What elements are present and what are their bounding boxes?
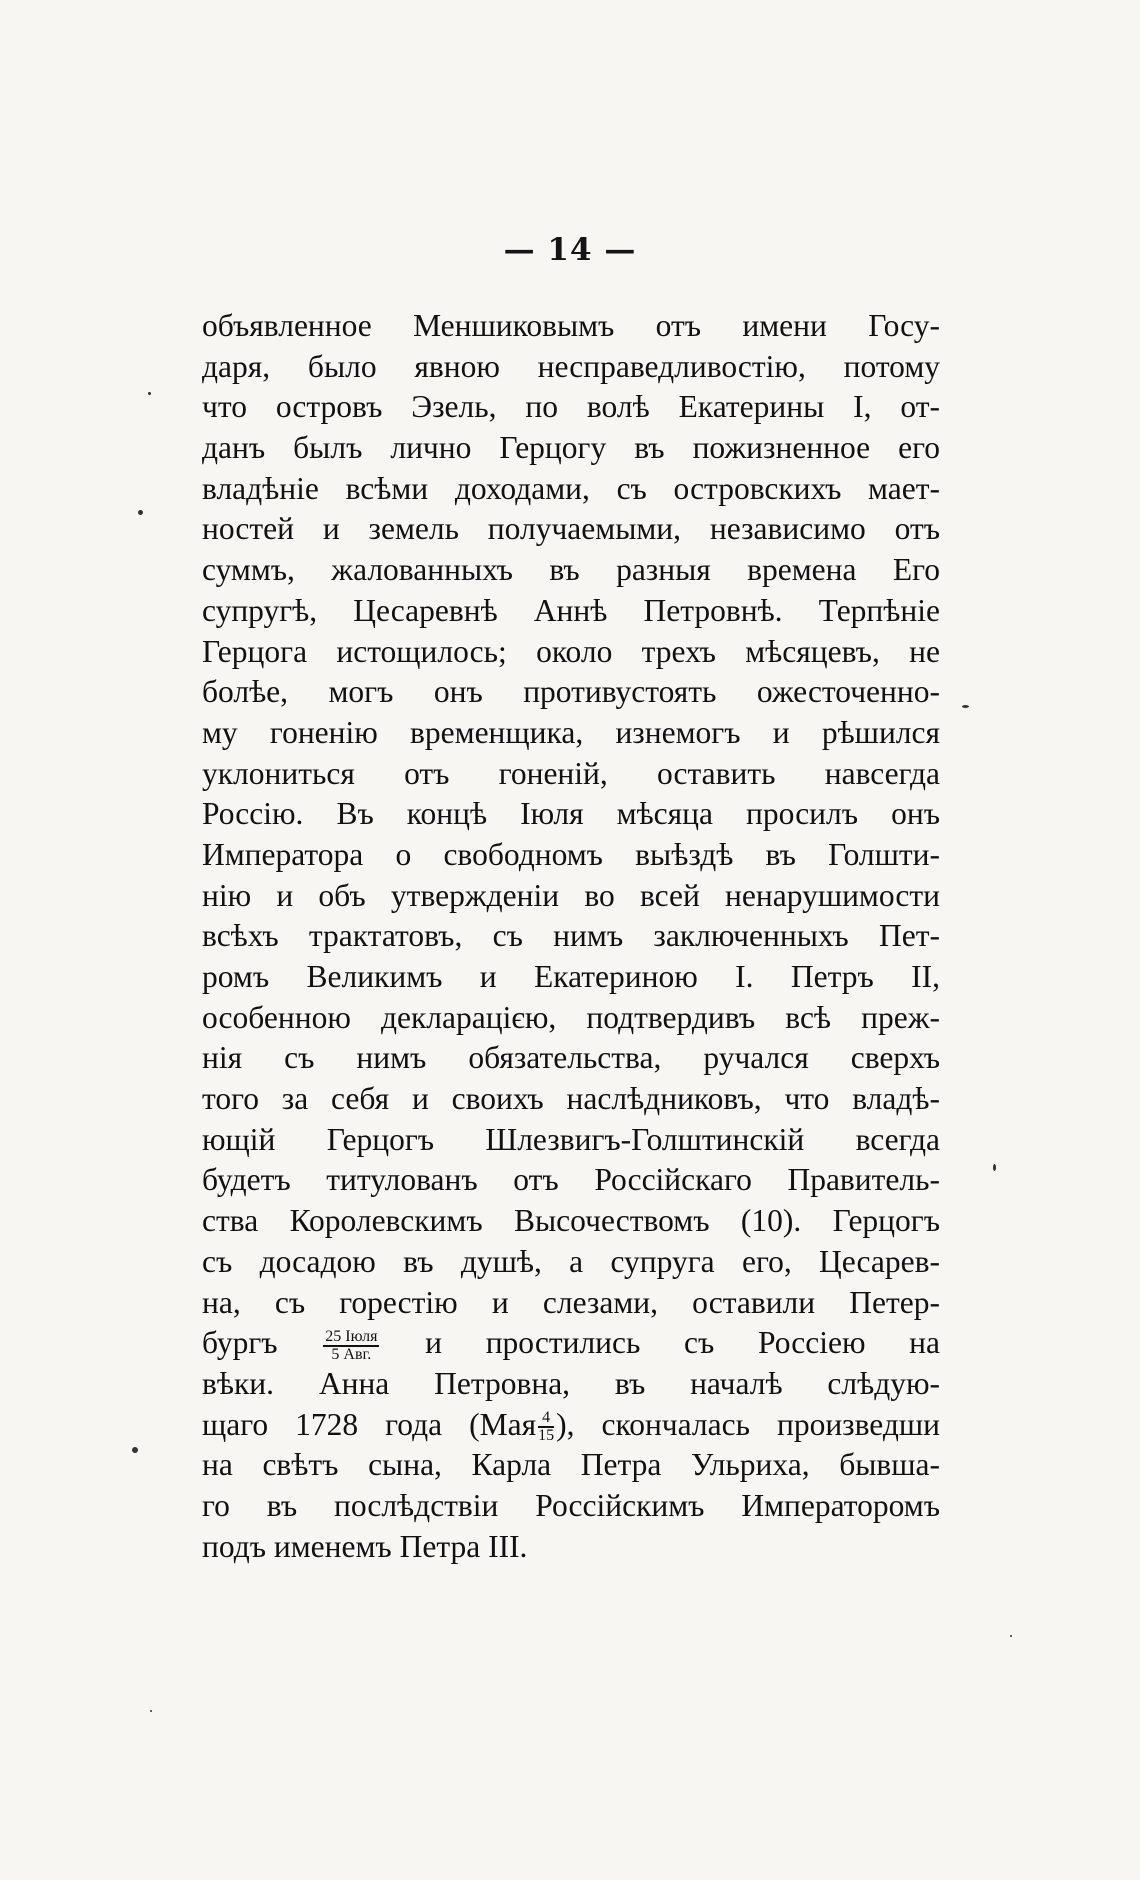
text-line: того за себя и своихъ наслѣдниковъ, что владѣ-	[202, 1081, 940, 1117]
text-line: будетъ титулованъ отъ Россійскаго Правитель-	[202, 1162, 940, 1198]
text-line-with-fraction	[202, 1323, 940, 1364]
text-line: уклониться отъ гоненій, оставить навсегда	[202, 755, 940, 791]
scan-speck	[138, 510, 143, 515]
text-line: ства Королевскимъ Высочествомъ (10). Герцогъ	[202, 1203, 940, 1239]
text-line: особенною декларацією, подтвердивъ всѣ преж-	[202, 999, 940, 1035]
text-line: ностей и земель получаемыми, независимо отъ	[202, 511, 940, 547]
text-line: вѣки. Анна Петровна, въ началѣ слѣдую-	[202, 1365, 940, 1401]
text-segment: бургъ	[202, 1325, 278, 1361]
text-line-with-fraction	[202, 1405, 940, 1446]
scan-speck	[132, 1447, 138, 1453]
text-line: супругѣ, Цесаревнѣ Аннѣ Петровнѣ. Терпѣніе	[202, 592, 940, 628]
text-segment: щаго 1728 года (Мая	[202, 1406, 537, 1442]
fraction-numerator: 4	[538, 1410, 554, 1428]
date-fraction	[538, 1410, 554, 1444]
text-line: Императора о свободномъ выѣздѣ въ Голшти-	[202, 836, 940, 872]
text-line: даря, было явною несправедливостію, потому	[202, 348, 940, 384]
scan-speck	[148, 392, 151, 395]
scan-speck	[1010, 1635, 1012, 1637]
date-fraction	[323, 1329, 379, 1363]
text-line: ромъ Великимъ и Екатериною I. Петръ II,	[202, 959, 940, 994]
text-segment: и простились съ Россіею на	[425, 1325, 940, 1361]
text-line: нію и объ утвержденіи во всей ненарушимости	[202, 877, 940, 913]
scan-speck	[993, 1164, 996, 1171]
text-line: Герцога истощилось; около трехъ мѣсяцевъ, не	[202, 633, 940, 669]
text-line: данъ былъ лично Герцогу въ пожизненное его	[202, 430, 940, 466]
scan-speck	[962, 705, 969, 708]
text-line: нія съ нимъ обязательства, ручался сверхъ	[202, 1040, 940, 1076]
text-line: съ досадою въ душѣ, а супруга его, Цесарев-	[202, 1243, 940, 1279]
text-line: го въ послѣдствіи Россійскимъ Императоромъ	[202, 1487, 940, 1523]
fraction-denominator: 5 Авг.	[331, 1345, 372, 1363]
body-text	[202, 306, 940, 1567]
scan-speck	[150, 1710, 152, 1712]
text-line: му гоненію временщика, изнемогъ и рѣшился	[202, 714, 940, 750]
text-segment: ), скончалась произведши	[556, 1406, 940, 1442]
fraction-denominator: 15	[538, 1427, 555, 1445]
text-line: болѣе, могъ онъ противустоять ожесточенно-	[202, 674, 940, 710]
text-line: всѣхъ трактатовъ, съ нимъ заключенныхъ Пет-	[202, 918, 940, 954]
text-line: объявленное Меншиковымъ отъ имени Госу-	[202, 308, 940, 343]
text-line: подъ именемъ Петра III.	[202, 1528, 528, 1564]
fraction-numerator: 25 Іюля	[325, 1327, 378, 1345]
text-line: Россію. Въ концѣ Іюля мѣсяца просилъ онъ	[202, 796, 940, 832]
text-line: владѣніе всѣми доходами, съ островскихъ мает-	[202, 470, 940, 506]
text-line: ющій Герцогъ Шлезвигъ-Голштинскій всегда	[202, 1121, 940, 1157]
text-line: на, съ горестію и слезами, оставили Петер-	[202, 1284, 940, 1320]
page-number: — 14 —	[503, 232, 637, 268]
text-line: что островъ Эзель, по волѣ Екатерины I, от-	[202, 389, 940, 425]
text-line: на свѣтъ сына, Карла Петра Ульриха, бывша-	[202, 1447, 940, 1483]
text-line: суммъ, жалованныхъ въ разныя времена Его	[202, 552, 940, 588]
